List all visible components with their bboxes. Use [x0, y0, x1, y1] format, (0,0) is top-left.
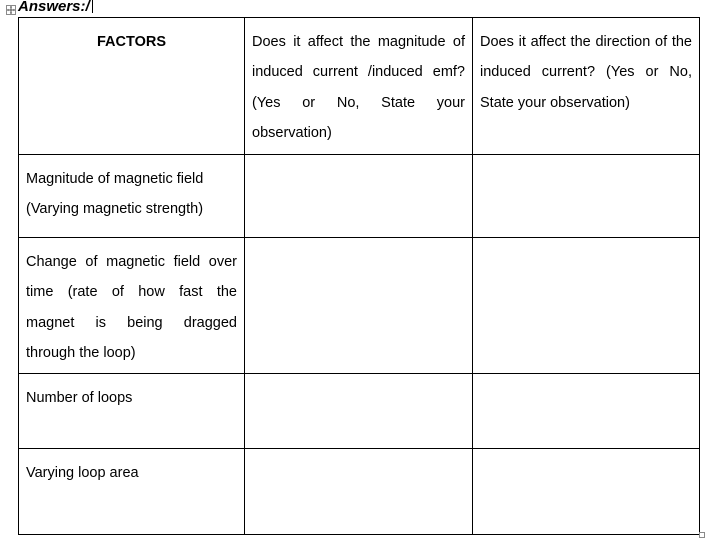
table-move-handle-icon[interactable] — [6, 5, 16, 15]
magnitude-answer-cell[interactable] — [245, 155, 473, 238]
magnitude-answer-cell[interactable] — [245, 238, 473, 374]
table-resize-handle-icon[interactable] — [699, 532, 705, 538]
direction-answer-cell[interactable] — [473, 449, 700, 535]
answers-heading — [18, 0, 93, 16]
factor-cell: Magnitude of magnetic field (Varying magnetic strength) — [19, 155, 245, 238]
magnitude-answer-cell[interactable] — [245, 449, 473, 535]
text-cursor — [92, 0, 93, 13]
factor-cell: Number of loops — [19, 374, 245, 449]
magnitude-answer-cell[interactable] — [245, 374, 473, 449]
factor-cell: Varying loop area — [19, 449, 245, 535]
table-row — [19, 449, 700, 535]
factors-table — [18, 17, 700, 535]
table-row — [19, 238, 700, 374]
table-row — [19, 155, 700, 238]
direction-answer-cell[interactable] — [473, 155, 700, 238]
header-factors: FACTORS — [19, 18, 245, 155]
answers-heading-text: Answers:/ — [18, 0, 90, 15]
direction-answer-cell[interactable] — [473, 238, 700, 374]
factor-cell: Change of magnetic field over time (rate of how fast the magnet is being dragged through the loop) — [19, 238, 245, 374]
table-row — [19, 374, 700, 449]
header-magnitude-question: Does it affect the magnitude of induced current /induced emf? (Yes or No, State your observation) — [245, 18, 473, 155]
header-direction-question: Does it affect the direction of the induced current? (Yes or No, State your observation) — [473, 18, 700, 155]
table-header-row — [19, 18, 700, 155]
direction-answer-cell[interactable] — [473, 374, 700, 449]
